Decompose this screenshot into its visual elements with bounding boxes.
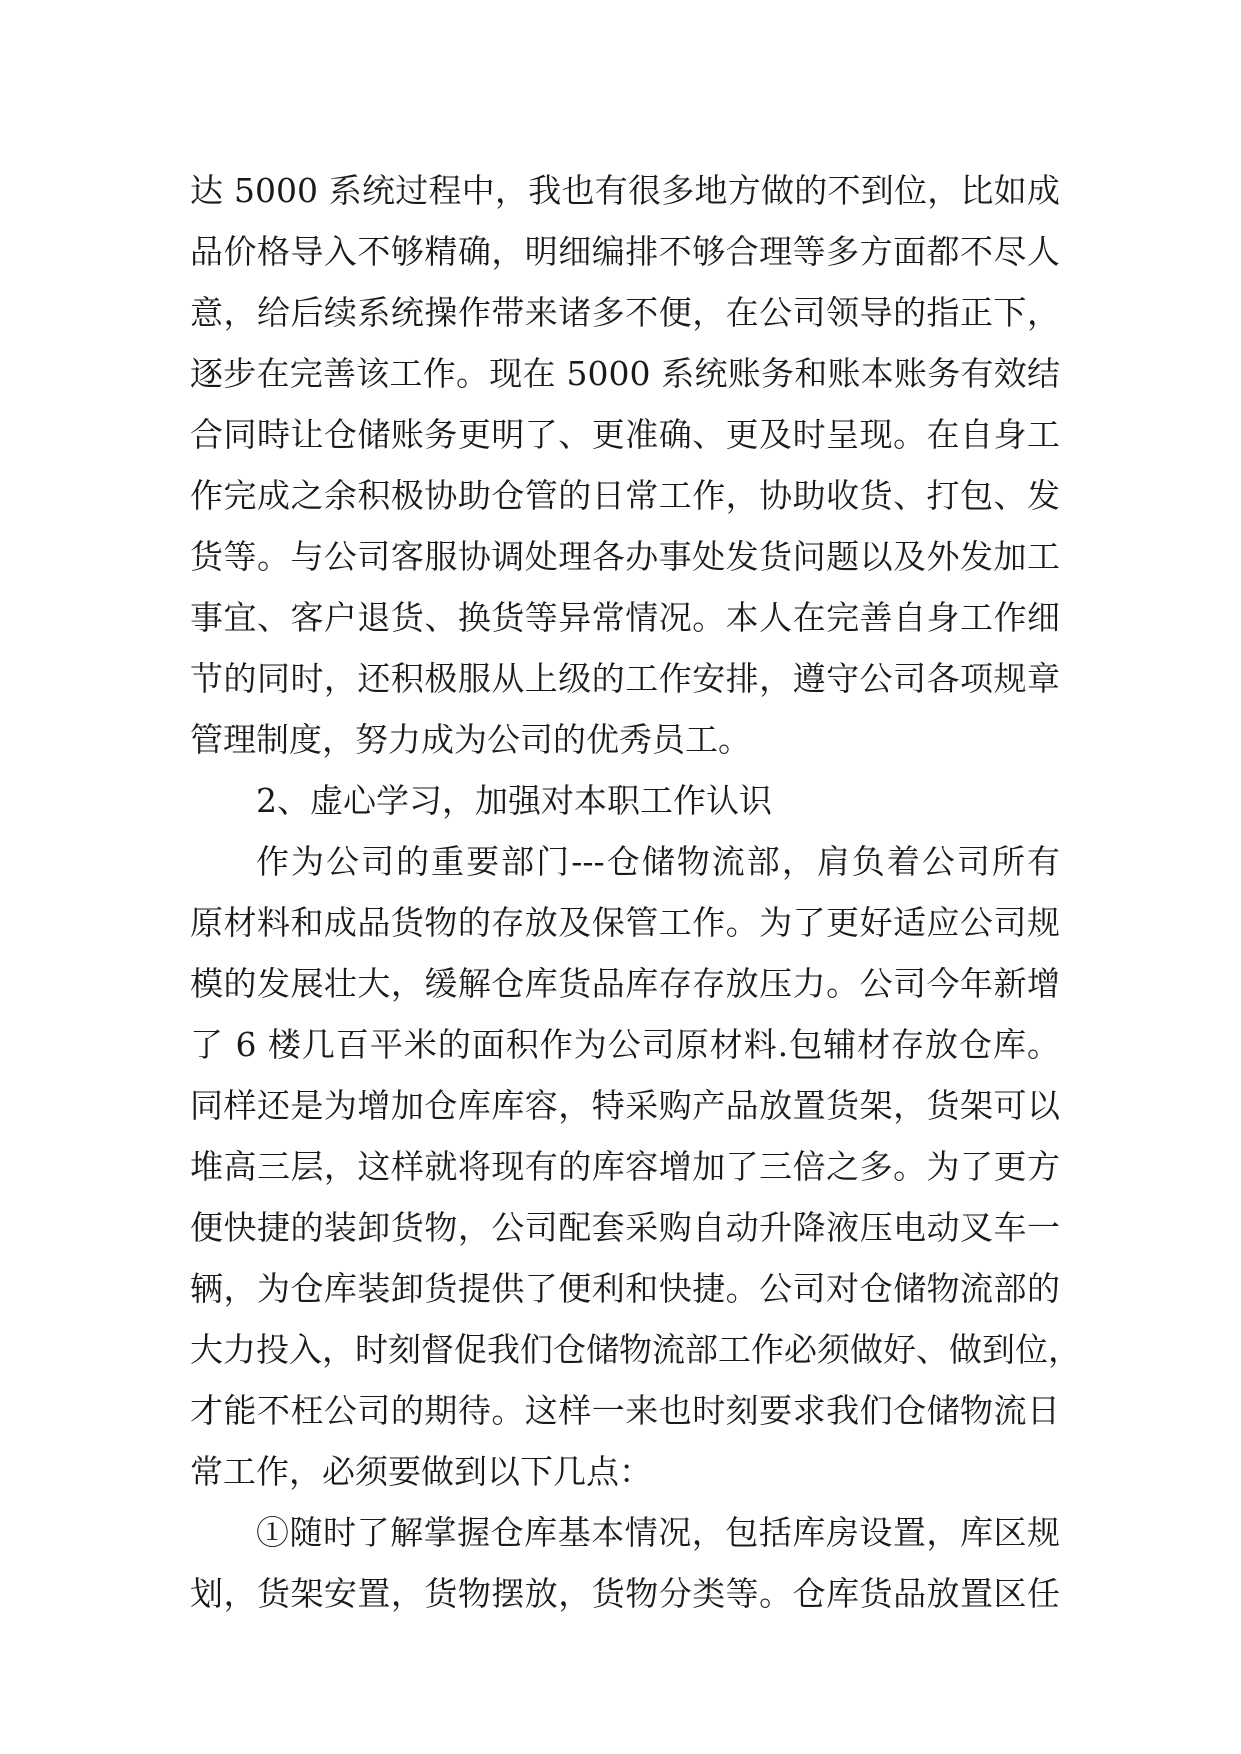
document-body <box>190 160 1081 1624</box>
text-line: 模的发展壮大，缓解仓库货品库存存放压力。公司今年新增 <box>190 964 1060 1003</box>
text-line: 辆，为仓库装卸货提供了便利和快捷。公司对仓储物流部的 <box>190 1269 1060 1308</box>
text-line: 作为公司的重要部门---仓储物流部，肩负着公司所有 <box>256 842 1060 881</box>
text-line: ①随时了解掌握仓库基本情况，包括库房设置，库区规 <box>256 1513 1060 1552</box>
paragraph-list-item-1 <box>190 1502 1060 1624</box>
text-line: 才能不枉公司的期待。这样一来也时刻要求我们仓储物流日 <box>190 1391 1060 1430</box>
text-line: 常工作，必须要做到以下几点： <box>190 1452 652 1491</box>
text-line: 便快捷的装卸货物，公司配套采购自动升降液压电动叉车一 <box>190 1208 1060 1247</box>
text-line: 合同時让仓储账务更明了、更准确、更及时呈现。在自身工 <box>190 415 1060 454</box>
text-line: 管理制度，努力成为公司的优秀员工。 <box>190 720 751 759</box>
text-line: 节的同时，还积极服从上级的工作安排，遵守公司各项规章 <box>190 659 1060 698</box>
text-line: 品价格导入不够精确，明细编排不够合理等多方面都不尽人 <box>190 232 1060 271</box>
text-line: 原材料和成品货物的存放及保管工作。为了更好适应公司规 <box>190 903 1060 942</box>
paragraph-system-work <box>190 160 1060 770</box>
text-line: 同样还是为增加仓库库容，特采购产品放置货架，货架可以 <box>190 1086 1060 1125</box>
text-line: 货等。与公司客服协调处理各办事处发货问题以及外发加工 <box>190 537 1060 576</box>
section-heading-2 <box>190 770 1060 831</box>
heading-text: 2、虚心学习，加强对本职工作认识 <box>256 781 772 820</box>
text-line: 划，货架安置，货物摆放，货物分类等。仓库货品放置区任 <box>190 1574 1060 1613</box>
text-line: 意，给后续系统操作带来诸多不便，在公司领导的指正下， <box>190 293 1060 332</box>
text-line: 了 6 楼几百平米的面积作为公司原材料.包辅材存放仓库。 <box>190 1025 1060 1064</box>
text-line: 堆高三层，这样就将现有的库容增加了三倍之多。为了更方 <box>190 1147 1060 1186</box>
text-line: 逐步在完善该工作。现在 5000 系统账务和账本账务有效结 <box>190 354 1060 393</box>
text-line: 作完成之余积极协助仓管的日常工作，协助收货、打包、发 <box>190 476 1060 515</box>
text-line: 达 5000 系统过程中，我也有很多地方做的不到位，比如成 <box>190 171 1060 210</box>
text-line: 大力投入，时刻督促我们仓储物流部工作必须做好、做到位， <box>190 1330 1081 1369</box>
paragraph-warehouse-dept <box>190 831 1081 1502</box>
text-line: 事宜、客户退货、换货等异常情况。本人在完善自身工作细 <box>190 598 1060 637</box>
